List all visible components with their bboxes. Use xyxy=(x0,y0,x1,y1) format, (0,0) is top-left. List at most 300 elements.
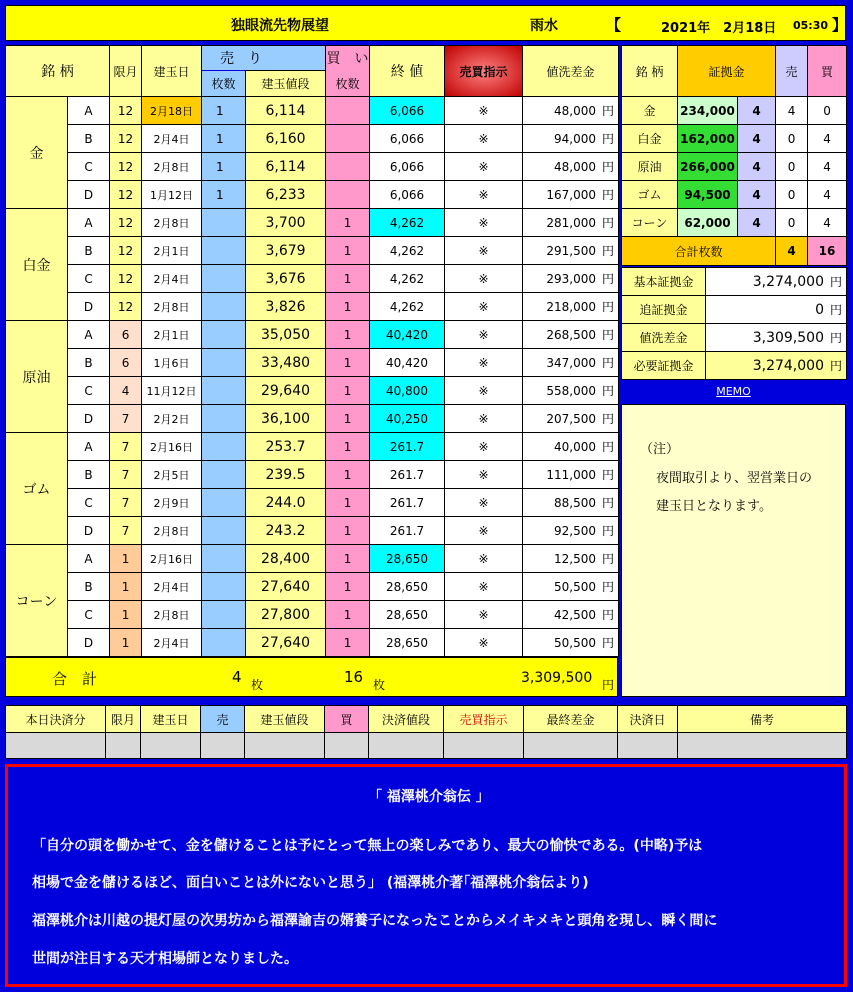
buy-count-cell: 1 xyxy=(326,545,370,573)
yen-unit: 円 xyxy=(602,328,615,342)
tategyoku-price-cell: 239.5 xyxy=(246,461,326,489)
table-row xyxy=(6,349,619,377)
total-unit: 円 xyxy=(602,678,615,692)
settle-cell[interactable] xyxy=(201,733,245,759)
tategyoku-price-cell: 6,114 xyxy=(246,153,326,181)
baibai-cell: ※ xyxy=(445,629,523,657)
yen-unit: 円 xyxy=(829,275,842,289)
buy-count-cell: 1 xyxy=(326,377,370,405)
neara-value: 50,500 xyxy=(554,579,596,594)
neara-cell xyxy=(523,634,618,651)
bracket-open: 【 xyxy=(606,16,622,34)
baibai-cell: ※ xyxy=(445,405,523,433)
neara-value: 50,500 xyxy=(554,635,596,650)
table-row xyxy=(6,573,619,601)
neara-cell xyxy=(523,102,618,119)
close-price-cell: 28,650 xyxy=(370,545,445,573)
buy-count-cell: 1 xyxy=(326,489,370,517)
margin-sell: 0 xyxy=(776,125,808,153)
neara-cell xyxy=(523,186,618,203)
gengetsu-cell: 12 xyxy=(110,209,142,237)
buy-count-cell xyxy=(326,181,370,209)
quote-box xyxy=(5,764,847,987)
tategyokubi-cell: 2月8日 xyxy=(142,601,202,629)
settle-cell[interactable] xyxy=(369,733,444,759)
gengetsu-cell: 6 xyxy=(110,349,142,377)
neara-cell xyxy=(523,326,618,343)
title-bar xyxy=(5,5,846,41)
header-uri: 売 り xyxy=(202,46,326,71)
baibai-cell: ※ xyxy=(445,237,523,265)
baibai-cell: ※ xyxy=(445,265,523,293)
tategyokubi-cell: 2月1日 xyxy=(142,237,202,265)
margin-name: コーン xyxy=(622,209,678,237)
contract-letter: A xyxy=(68,545,110,573)
table-row xyxy=(6,489,619,517)
date-label: 2021年 2月18日 xyxy=(661,21,777,36)
table-row xyxy=(6,517,619,545)
yen-unit: 円 xyxy=(602,636,615,650)
neara-value: 281,000 xyxy=(546,215,596,230)
neara-value: 48,000 xyxy=(554,103,596,118)
margin-header-shokokin: 証拠金 xyxy=(678,46,776,97)
tategyokubi-cell: 2月8日 xyxy=(142,517,202,545)
gengetsu-cell: 12 xyxy=(110,237,142,265)
margin-amount: 266,000 xyxy=(678,153,738,181)
margin-sell: 0 xyxy=(776,153,808,181)
yen-unit: 円 xyxy=(602,580,615,594)
gengetsu-cell: 12 xyxy=(110,265,142,293)
yen-unit: 円 xyxy=(602,412,615,426)
yen-unit: 円 xyxy=(602,300,615,314)
group-name: コーン xyxy=(6,545,68,657)
margin-amount: 162,000 xyxy=(678,125,738,153)
buy-count-cell: 1 xyxy=(326,237,370,265)
close-price-cell: 40,800 xyxy=(370,377,445,405)
buy-count-cell: 1 xyxy=(326,209,370,237)
contract-letter: B xyxy=(68,461,110,489)
sell-count-cell xyxy=(202,349,246,377)
yen-unit: 円 xyxy=(602,244,615,258)
margin-name: 原油 xyxy=(622,153,678,181)
settle-header-uri: 売 xyxy=(201,706,245,733)
yen-unit: 円 xyxy=(829,359,842,373)
yen-unit: 円 xyxy=(602,608,615,622)
margin-table xyxy=(621,45,847,266)
quote-line-3: 福澤桃介は川越の提灯屋の次男坊から福澤諭吉の婿養子になったことからメイキメキと頭角を現し、瞬く間に xyxy=(32,913,718,929)
tategyokubi-cell: 2月1日 xyxy=(142,321,202,349)
neara-cell xyxy=(523,214,618,231)
bracket-close: 】 xyxy=(832,16,848,34)
position-table xyxy=(5,45,619,657)
gengetsu-cell: 7 xyxy=(110,405,142,433)
neara-value: 347,000 xyxy=(546,355,596,370)
total-diff: 3,309,500 xyxy=(521,670,593,686)
sell-count-cell xyxy=(202,545,246,573)
neara-value: 48,000 xyxy=(554,159,596,174)
neara-value: 167,000 xyxy=(546,187,596,202)
baibai-cell: ※ xyxy=(445,181,523,209)
yen-unit: 円 xyxy=(602,272,615,286)
close-price-cell: 4,262 xyxy=(370,265,445,293)
page-title: 独眼流先物展望 xyxy=(231,18,329,34)
tategyokubi-cell: 2月4日 xyxy=(142,629,202,657)
margin-header-meigara: 銘 柄 xyxy=(622,46,678,97)
neara-value: 40,000 xyxy=(554,439,596,454)
summary-row xyxy=(622,296,847,324)
buy-count-cell xyxy=(326,153,370,181)
header-meigara: 銘 柄 xyxy=(6,46,110,97)
tategyoku-price-cell: 3,826 xyxy=(246,293,326,321)
gengetsu-cell: 12 xyxy=(110,125,142,153)
tategyoku-price-cell: 27,800 xyxy=(246,601,326,629)
neara-value: 218,000 xyxy=(546,299,596,314)
yen-unit: 円 xyxy=(829,303,842,317)
neara-value: 268,500 xyxy=(546,327,596,342)
neara-cell xyxy=(523,298,618,315)
gengetsu-cell: 4 xyxy=(110,377,142,405)
neara-value: 42,500 xyxy=(554,607,596,622)
margin-row xyxy=(622,209,847,237)
header-owarine: 終 値 xyxy=(370,46,445,97)
sell-count-cell xyxy=(202,573,246,601)
header-neara: 値洗差金 xyxy=(523,46,619,97)
summary-label: 値洗差金 xyxy=(622,324,706,352)
buy-count-cell: 1 xyxy=(326,349,370,377)
tategyokubi-cell: 2月5日 xyxy=(142,461,202,489)
yen-unit: 円 xyxy=(602,440,615,454)
tategyokubi-cell: 2月16日 xyxy=(142,545,202,573)
settle-header-gengetsu: 限月 xyxy=(106,706,141,733)
margin-amount: 94,500 xyxy=(678,181,738,209)
tategyoku-price-cell: 253.7 xyxy=(246,433,326,461)
summary-value: 3,274,000 xyxy=(752,357,824,374)
total-bar xyxy=(5,657,618,697)
gengetsu-cell: 7 xyxy=(110,433,142,461)
neara-value: 92,500 xyxy=(554,523,596,538)
gengetsu-cell: 6 xyxy=(110,321,142,349)
margin-count: 4 xyxy=(738,125,776,153)
summary-value: 3,309,500 xyxy=(752,329,824,346)
margin-count: 4 xyxy=(738,209,776,237)
margin-amount: 234,000 xyxy=(678,97,738,125)
tategyoku-price-cell: 27,640 xyxy=(246,573,326,601)
quote-line-1: 「自分の頭を働かせて、金を儲けることは予にとって無上の楽しみであり、最大の愉快である。(中略)予は xyxy=(32,838,703,854)
yen-unit: 円 xyxy=(602,524,615,538)
settle-header-kessaibi: 決済日 xyxy=(618,706,678,733)
margin-header-uri: 売 xyxy=(776,46,808,97)
yen-unit: 円 xyxy=(602,188,615,202)
buy-count-cell xyxy=(326,97,370,125)
settlement-table xyxy=(5,705,847,759)
margin-row xyxy=(622,97,847,125)
summary-value-wrap xyxy=(706,357,846,374)
neara-value: 111,000 xyxy=(546,467,596,482)
season-label: 雨水 xyxy=(530,18,558,34)
settle-cell[interactable] xyxy=(325,733,369,759)
tategyoku-price-cell: 243.2 xyxy=(246,517,326,545)
total-sell-unit: 枚 xyxy=(251,678,264,692)
gengetsu-cell: 1 xyxy=(110,601,142,629)
close-price-cell: 28,650 xyxy=(370,573,445,601)
memo-title[interactable] xyxy=(621,380,846,402)
summary-value: 0 xyxy=(815,301,824,318)
contract-letter: A xyxy=(68,209,110,237)
tategyoku-price-cell: 3,700 xyxy=(246,209,326,237)
tategyoku-price-cell: 244.0 xyxy=(246,489,326,517)
settle-cell[interactable] xyxy=(245,733,325,759)
sell-count-cell xyxy=(202,517,246,545)
tategyoku-price-cell: 3,679 xyxy=(246,237,326,265)
margin-total-label: 合計枚数 xyxy=(622,237,776,266)
quote-title: 「 福澤桃介翁伝 」 xyxy=(368,789,490,805)
table-row xyxy=(6,181,619,209)
buy-count-cell xyxy=(326,125,370,153)
close-price-cell: 6,066 xyxy=(370,125,445,153)
yen-unit: 円 xyxy=(602,468,615,482)
contract-letter: C xyxy=(68,489,110,517)
tategyokubi-cell: 2月4日 xyxy=(142,265,202,293)
sell-count-cell xyxy=(202,293,246,321)
summary-value: 3,274,000 xyxy=(752,273,824,290)
settle-header-nedan: 建玉値段 xyxy=(245,706,325,733)
baibai-cell: ※ xyxy=(445,125,523,153)
buy-count-cell: 1 xyxy=(326,433,370,461)
baibai-cell: ※ xyxy=(445,293,523,321)
memo-line-3: 建玉日となります。 xyxy=(656,499,772,514)
neara-cell xyxy=(523,438,618,455)
sell-count-cell: 1 xyxy=(202,97,246,125)
tategyokubi-cell: 1月6日 xyxy=(142,349,202,377)
summary-row xyxy=(622,324,847,352)
settle-header-tategyokubi: 建玉日 xyxy=(141,706,201,733)
buy-count-cell: 1 xyxy=(326,405,370,433)
buy-count-cell: 1 xyxy=(326,517,370,545)
tategyokubi-cell: 2月8日 xyxy=(142,293,202,321)
contract-letter: B xyxy=(68,237,110,265)
close-price-cell: 28,650 xyxy=(370,629,445,657)
contract-letter: D xyxy=(68,517,110,545)
buy-count-cell: 1 xyxy=(326,573,370,601)
baibai-cell: ※ xyxy=(445,573,523,601)
gengetsu-cell: 12 xyxy=(110,153,142,181)
gengetsu-cell: 1 xyxy=(110,629,142,657)
table-row xyxy=(6,461,619,489)
tategyoku-price-cell: 28,400 xyxy=(246,545,326,573)
margin-name: ゴム xyxy=(622,181,678,209)
margin-amount: 62,000 xyxy=(678,209,738,237)
tategyokubi-cell: 2月18日 xyxy=(142,97,202,125)
yen-unit: 円 xyxy=(602,104,615,118)
close-price-cell: 261.7 xyxy=(370,489,445,517)
tategyoku-price-cell: 6,160 xyxy=(246,125,326,153)
neara-value: 88,500 xyxy=(554,495,596,510)
close-price-cell: 261.7 xyxy=(370,517,445,545)
table-row xyxy=(6,601,619,629)
baibai-cell: ※ xyxy=(445,517,523,545)
gengetsu-cell: 7 xyxy=(110,517,142,545)
neara-cell xyxy=(523,606,618,623)
margin-row xyxy=(622,153,847,181)
contract-letter: A xyxy=(68,97,110,125)
table-row xyxy=(6,377,619,405)
neara-cell xyxy=(523,130,618,147)
settle-cell[interactable] xyxy=(6,733,106,759)
sell-count-cell xyxy=(202,461,246,489)
table-row xyxy=(6,405,619,433)
quote-line-2: 相場で金を儲けるほど、面白いことは外にないと思う」 (福澤桃介著｢福澤桃介翁伝より) xyxy=(32,875,589,891)
sell-count-cell xyxy=(202,265,246,293)
settle-header-biko: 備考 xyxy=(678,706,847,733)
total-buy-unit: 枚 xyxy=(373,678,386,692)
table-row xyxy=(6,125,619,153)
close-price-cell: 6,066 xyxy=(370,97,445,125)
sell-count-cell xyxy=(202,601,246,629)
settle-cell[interactable] xyxy=(618,733,678,759)
settle-header-baibai: 売買指示 xyxy=(444,706,524,733)
baibai-cell: ※ xyxy=(445,461,523,489)
header-tategyokubi: 建玉日 xyxy=(142,46,202,97)
neara-cell xyxy=(523,410,618,427)
table-row xyxy=(6,629,619,657)
settle-header-kai: 買 xyxy=(325,706,369,733)
total-buy-count: 16 xyxy=(344,668,364,686)
settle-cell[interactable] xyxy=(524,733,618,759)
memo-link[interactable]: MEMO xyxy=(716,384,751,398)
baibai-cell: ※ xyxy=(445,433,523,461)
contract-letter: D xyxy=(68,293,110,321)
summary-row xyxy=(622,352,847,380)
baibai-cell: ※ xyxy=(445,545,523,573)
neara-value: 94,000 xyxy=(554,131,596,146)
yen-unit: 円 xyxy=(602,160,615,174)
baibai-cell: ※ xyxy=(445,489,523,517)
table-row xyxy=(6,153,619,181)
baibai-cell: ※ xyxy=(445,321,523,349)
baibai-cell: ※ xyxy=(445,377,523,405)
yen-unit: 円 xyxy=(829,331,842,345)
margin-total-sell: 4 xyxy=(776,237,808,266)
settle-cell[interactable] xyxy=(141,733,201,759)
table-row xyxy=(6,237,619,265)
summary-label: 必要証拠金 xyxy=(622,352,706,380)
contract-letter: D xyxy=(68,629,110,657)
sell-count-cell: 1 xyxy=(202,181,246,209)
margin-header-kai: 買 xyxy=(808,46,847,97)
gengetsu-cell: 7 xyxy=(110,489,142,517)
contract-letter: C xyxy=(68,265,110,293)
summary-value-wrap xyxy=(706,329,846,346)
margin-row xyxy=(622,125,847,153)
header-kai: 買 い xyxy=(326,46,370,71)
contract-letter: A xyxy=(68,433,110,461)
margin-sell: 0 xyxy=(776,209,808,237)
gengetsu-cell: 1 xyxy=(110,545,142,573)
buy-count-cell: 1 xyxy=(326,461,370,489)
settle-cell[interactable] xyxy=(678,733,847,759)
total-sell-count: 4 xyxy=(232,668,242,686)
close-price-cell: 40,420 xyxy=(370,349,445,377)
contract-letter: C xyxy=(68,153,110,181)
baibai-cell: ※ xyxy=(445,153,523,181)
baibai-shiji-header: 売買指示 xyxy=(445,46,523,97)
gengetsu-cell: 12 xyxy=(110,97,142,125)
margin-buy: 0 xyxy=(808,97,847,125)
neara-cell xyxy=(523,578,618,595)
table-row xyxy=(6,209,619,237)
tategyoku-price-cell: 35,050 xyxy=(246,321,326,349)
group-name: 原油 xyxy=(6,321,68,433)
contract-letter: C xyxy=(68,601,110,629)
tategyokubi-cell: 2月16日 xyxy=(142,433,202,461)
header-gengetsu: 限月 xyxy=(110,46,142,97)
table-row xyxy=(6,321,619,349)
tategyoku-price-cell: 6,114 xyxy=(246,97,326,125)
neara-cell xyxy=(523,466,618,483)
time-label: 05:30 xyxy=(793,19,829,32)
group-name: 白金 xyxy=(6,209,68,321)
yen-unit: 円 xyxy=(602,552,615,566)
sell-count-cell xyxy=(202,405,246,433)
margin-buy: 4 xyxy=(808,181,847,209)
table-row xyxy=(6,545,619,573)
contract-letter: D xyxy=(68,405,110,433)
yen-unit: 円 xyxy=(602,216,615,230)
tategyoku-price-cell: 29,640 xyxy=(246,377,326,405)
tategyoku-price-cell: 6,233 xyxy=(246,181,326,209)
margin-count: 4 xyxy=(738,181,776,209)
buy-count-cell: 1 xyxy=(326,629,370,657)
settle-cell[interactable] xyxy=(106,733,141,759)
quote-line-4: 世間が注目する天才相場師となりました。 xyxy=(32,951,298,967)
yen-unit: 円 xyxy=(602,132,615,146)
buy-count-cell: 1 xyxy=(326,265,370,293)
neara-cell xyxy=(523,158,618,175)
settle-cell[interactable] xyxy=(444,733,524,759)
margin-summary xyxy=(621,267,847,380)
yen-unit: 円 xyxy=(602,496,615,510)
contract-letter: B xyxy=(68,349,110,377)
summary-row xyxy=(622,268,847,296)
tategyokubi-cell: 2月8日 xyxy=(142,153,202,181)
settle-header-saishu: 最終差金 xyxy=(524,706,618,733)
gengetsu-cell: 7 xyxy=(110,461,142,489)
neara-value: 293,000 xyxy=(546,271,596,286)
yen-unit: 円 xyxy=(602,356,615,370)
neara-value: 207,500 xyxy=(546,411,596,426)
yen-unit: 円 xyxy=(602,384,615,398)
gengetsu-cell: 1 xyxy=(110,573,142,601)
table-row xyxy=(6,293,619,321)
margin-buy: 4 xyxy=(808,153,847,181)
margin-count: 4 xyxy=(738,97,776,125)
sell-count-cell xyxy=(202,321,246,349)
header-maisu-kai: 枚数 xyxy=(326,71,370,97)
tategyoku-price-cell: 27,640 xyxy=(246,629,326,657)
buy-count-cell: 1 xyxy=(326,321,370,349)
contract-letter: A xyxy=(68,321,110,349)
tategyoku-price-cell: 36,100 xyxy=(246,405,326,433)
group-name: ゴム xyxy=(6,433,68,545)
settle-header-today: 本日決済分 xyxy=(6,706,106,733)
sell-count-cell xyxy=(202,209,246,237)
close-price-cell: 261.7 xyxy=(370,461,445,489)
neara-value: 12,500 xyxy=(554,551,596,566)
sell-count-cell xyxy=(202,377,246,405)
baibai-cell: ※ xyxy=(445,97,523,125)
margin-sell: 4 xyxy=(776,97,808,125)
contract-letter: B xyxy=(68,125,110,153)
